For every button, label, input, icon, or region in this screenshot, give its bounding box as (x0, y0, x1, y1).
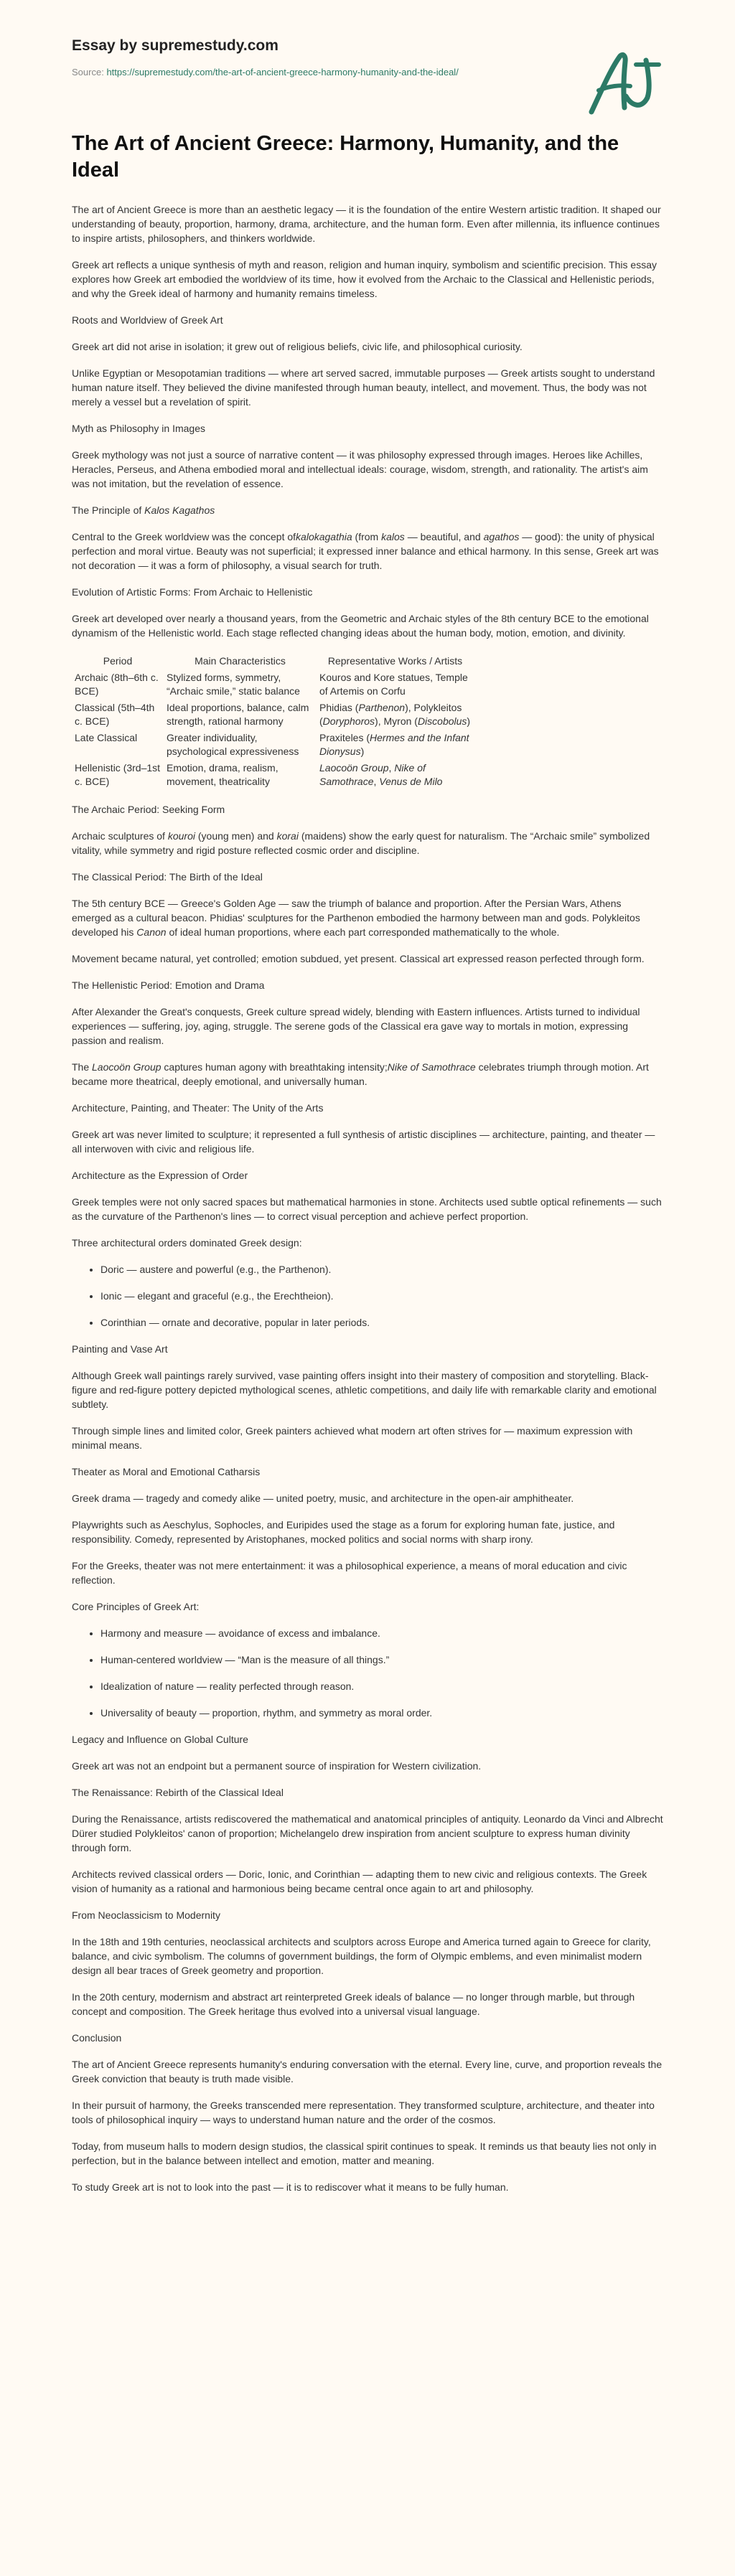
paragraph: Through simple lines and limited color, Greek painters achieved what modern art often strives for — maximum expression with minimal means. (72, 1425, 633, 1451)
paragraph: Today, from museum halls to modern design studios, the classical spirit continues to speak. It reminds us that beauty lies not only in perfection, but in the balance between intellect and emotion, matter and meaning. (72, 2140, 657, 2166)
paragraph: For the Greeks, theater was not mere entertainment: it was a philosophical experience, a means of moral education and civic reflection. (72, 1560, 627, 1586)
principles-list (72, 1626, 663, 1720)
list-item: • Idealization of nature — reality perfected through reason. (100, 1679, 663, 1693)
intro-paragraph: Greek art reflects a unique synthesis of myth and reason, religion and human inquiry, symbolism and scientific precision. This essay explores how Greek art embodied the worldview of its time, how it evolved from the Archaic to the Classical and Hellenistic periods, and why the Greek ideal of harmony and humanity remains timeless. (72, 259, 657, 299)
paragraph: Greek mythology was not just a source of narrative content — it was philosophy expressed through images. Heroes like Achilles, Heracles, Perseus, and Athena embodied moral and intellectual ideals: courage, wisdom, strength, and rationality. The artist's aim was not imitation, but the revelation of essence. (72, 449, 648, 489)
cell-works: Laocoön Group, Nike of Samothrace, Venus de Milo (319, 762, 443, 787)
cell-period: Hellenistic (3rd–1st c. BCE) (75, 762, 161, 787)
list-item: • Corinthian — ornate and decorative, popular in later periods. (100, 1315, 663, 1330)
paragraph: Greek art developed over nearly a thousand years, from the Geometric and Archaic styles of the 8th century BCE to the emotional dynamism of the Hellenistic world. Each stage reflected changing ideas about the human body, motion, emotion, and divinity. (72, 613, 649, 639)
section-heading: The Hellenistic Period: Emotion and Drama (72, 979, 265, 991)
table-row (72, 669, 474, 700)
paragraph: In the 18th and 19th centuries, neoclassical architects and sculptors across Europe and America turned again to Greece for clarity, balance, and civic symbolism. The columns of government buildings, the form of Olympic emblems, and even minimalist modern design all bear traces of Greek geometry and proportion. (72, 1936, 651, 1976)
section-heading: Architecture as the Expression of Order (72, 1170, 248, 1181)
paragraph: To study Greek art is not to look into the past — it is to rediscover what it means to be fully human. (72, 2181, 509, 2193)
section-heading: Core Principles of Greek Art: (72, 1601, 200, 1612)
paragraph: Greek temples were not only sacred spaces but mathematical harmonies in stone. Architects used subtle optical refinements — such as the curvature of the Parthenon's lines — to correct visual perception and achieve perfect proportion. (72, 1196, 662, 1222)
table-row (72, 730, 474, 760)
periods-table (72, 652, 474, 790)
paragraph: Movement became natural, yet controlled; emotion subdued, yet present. Classical art expressed reason perfected through form. (72, 953, 645, 964)
cell-works: Phidias (Parthenon), Polykleitos (Doryphoros), Myron (Discobolus) (319, 702, 471, 727)
list-item: • Doric — austere and powerful (e.g., the Parthenon). (100, 1262, 663, 1277)
section-heading: Architecture, Painting, and Theater: The Unity of the Arts (72, 1102, 324, 1114)
table-header-row (72, 652, 474, 669)
paragraph: The art of Ancient Greece represents humanity's enduring conversation with the eternal. Every line, curve, and proportion reveals the Greek conviction that beauty is truth made visible. (72, 2059, 663, 2084)
intro-paragraph: The art of Ancient Greece is more than an aesthetic legacy — it is the foundation of the entire Western artistic tradition. It shaped our understanding of beauty, proportion, harmony, drama, architecture, and the human form. Even after millennia, its influence continues to inspire artists, philosophers, and thinkers worldwide. (72, 204, 661, 244)
orders-list (72, 1262, 663, 1330)
cell-works: Praxiteles (Hermes and the Infant Dionysus) (319, 732, 469, 757)
paragraph: Playwrights such as Aeschylus, Sophocles, and Euripides used the stage as a forum for exploring human fate, justice, and responsibility. Comedy, represented by Aristophanes, mocked politics and social norms with sharp irony. (72, 1519, 615, 1545)
section-heading: The Classical Period: The Birth of the Ideal (72, 871, 263, 883)
source-link[interactable]: https://supremestudy.com/the-art-of-ancient-greece-harmony-humanity-and-the-ideal/ (106, 67, 459, 77)
paragraph: During the Renaissance, artists rediscovered the mathematical and anatomical principles of antiquity. Leonardo da Vinci and Albrecht Dürer studied Polykleitos' canon of proportion; Michelangelo drew inspiration from ancient sculpture to express human divinity through form. (72, 1813, 663, 1853)
paragraph: Although Greek wall paintings rarely survived, vase painting offers insight into their mastery of composition and storytelling. Black-figure and red-figure pottery depicted mythological scenes, athletic competitions, and daily life with remarkable clarity and emotional subtlety. (72, 1370, 657, 1410)
section-heading: From Neoclassicism to Modernity (72, 1909, 220, 1921)
paragraph: Greek art did not arise in isolation; it grew out of religious beliefs, civic life, and philosophical curiosity. (72, 341, 523, 352)
cell-characteristics: Emotion, drama, realism, movement, theatricality (167, 762, 278, 787)
paragraph: After Alexander the Great's conquests, Greek culture spread widely, blending with Eastern influences. Artists turned to individual experiences — suffering, joy, aging, struggle. The serene gods of the Classical era gave way to mortals in motion, expressing passion and realism. (72, 1006, 640, 1046)
list-item: • Universality of beauty — proportion, rhythm, and symmetry as moral order. (100, 1706, 663, 1720)
paragraph: Greek art was never limited to sculpture; it represented a full synthesis of artistic disciplines — architecture, painting, and theater — all interwoven with civic and religious life. (72, 1129, 655, 1155)
column-header: Representative Works / Artists (327, 655, 463, 667)
paragraph: In their pursuit of harmony, the Greeks transcended mere representation. They transformed sculpture, architecture, and theater into tools of philosophical inquiry — ways to understand human nature and the order of the cosmos. (72, 2100, 655, 2125)
section-heading: The Archaic Period: Seeking Form (72, 804, 225, 815)
section-heading: Painting and Vase Art (72, 1343, 168, 1355)
section-heading: The Principle of Kalos Kagathos (72, 504, 215, 516)
essay-title: The Art of Ancient Greece: Harmony, Humanity, and the Ideal (72, 132, 619, 182)
list-item: • Human-centered worldview — “Man is the measure of all things.” (100, 1653, 663, 1667)
cell-period: Late Classical (75, 732, 138, 743)
table-row (72, 700, 474, 730)
column-header: Main Characteristics (195, 655, 286, 667)
paragraph: In the 20th century, modernism and abstract art reinterpreted Greek ideals of balance — no longer through marble, but through concept and composition. The Greek heritage thus evolved into a universal visual language. (72, 1991, 635, 2017)
column-header: Period (103, 655, 133, 667)
aplus-logo-icon (584, 46, 663, 118)
section-heading: Theater as Moral and Emotional Catharsis (72, 1466, 261, 1477)
section-heading: Evolution of Artistic Forms: From Archaic to Hellenistic (72, 586, 313, 598)
site-title: Essay by supremestudy.com (72, 37, 278, 54)
cell-period: Archaic (8th–6th c. BCE) (75, 672, 159, 697)
list-item: • Ionic — elegant and graceful (e.g., the Erechtheion). (100, 1289, 663, 1303)
section-heading: The Renaissance: Rebirth of the Classical Ideal (72, 1787, 284, 1798)
table-row (72, 760, 474, 790)
section-heading: Myth as Philosophy in Images (72, 423, 205, 434)
paragraph: Three architectural orders dominated Greek design: (72, 1237, 302, 1249)
paragraph: Greek drama — tragedy and comedy alike — united poetry, music, and architecture in the open-air amphitheater. (72, 1493, 574, 1504)
paragraph: Archaic sculptures of kouroi (young men) and korai (maidens) show the early quest for naturalism. The “Archaic smile” symbolized vitality, while symmetry and rigid posture reflected cosmic order and discipline. (72, 830, 650, 856)
paragraph: The Laocoön Group captures human agony with breathtaking intensity;Nike of Samothrace celebrates triumph through motion. Art became more theatrical, deeply emotional, and universally human. (72, 1061, 649, 1087)
cell-characteristics: Stylized forms, symmetry, “Archaic smile,” static balance (167, 672, 300, 697)
cell-characteristics: Ideal proportions, balance, calm strength, rational harmony (167, 702, 309, 727)
header (72, 37, 663, 131)
section-heading: Legacy and Influence on Global Culture (72, 1734, 248, 1745)
cell-characteristics: Greater individuality, psychological expressiveness (167, 732, 299, 757)
paragraph: Central to the Greek worldview was the concept ofkalokagathia (from kalos — beautiful, and agathos — good): the unity of physical perfection and moral virtue. Beauty was not superficial; it expressed inner balance and ethical harmony. In this sense, Greek art was not decoration — it was a form of philosophy, a visual search for truth. (72, 531, 659, 571)
section-heading: Conclusion (72, 2032, 122, 2044)
cell-works: Kouros and Kore statues, Temple of Artemis on Corfu (319, 672, 468, 697)
paragraph: Unlike Egyptian or Mesopotamian traditions — where art served sacred, immutable purposes — Greek artists sought to understand human nature itself. They believed the divine manifested through human beauty, intellect, and movement. Thus, the body was not merely a vessel but a revelation of spirit. (72, 367, 655, 408)
list-item: • Harmony and measure — avoidance of excess and imbalance. (100, 1626, 663, 1640)
paragraph: Greek art was not an endpoint but a permanent source of inspiration for Western civilization. (72, 1760, 482, 1772)
cell-period: Classical (5th–4th c. BCE) (75, 702, 155, 727)
source-label: Source: (72, 67, 104, 77)
paragraph: The 5th century BCE — Greece's Golden Age — saw the triumph of balance and proportion. After the Persian Wars, Athens emerged as a cultural beacon. Phidias' sculptures for the Parthenon embodied the harmony between man and gods. Polykleitos developed his Canon of ideal human proportions, where each part corresponded mathematically to the whole. (72, 898, 640, 938)
section-heading: Roots and Worldview of Greek Art (72, 314, 223, 326)
source-line (72, 66, 531, 79)
paragraph: Architects revived classical orders — Doric, Ionic, and Corinthian — adapting them to new civic and religious contexts. The Greek vision of humanity as a rational and harmonious being became central once again to art and philosophy. (72, 1868, 647, 1894)
